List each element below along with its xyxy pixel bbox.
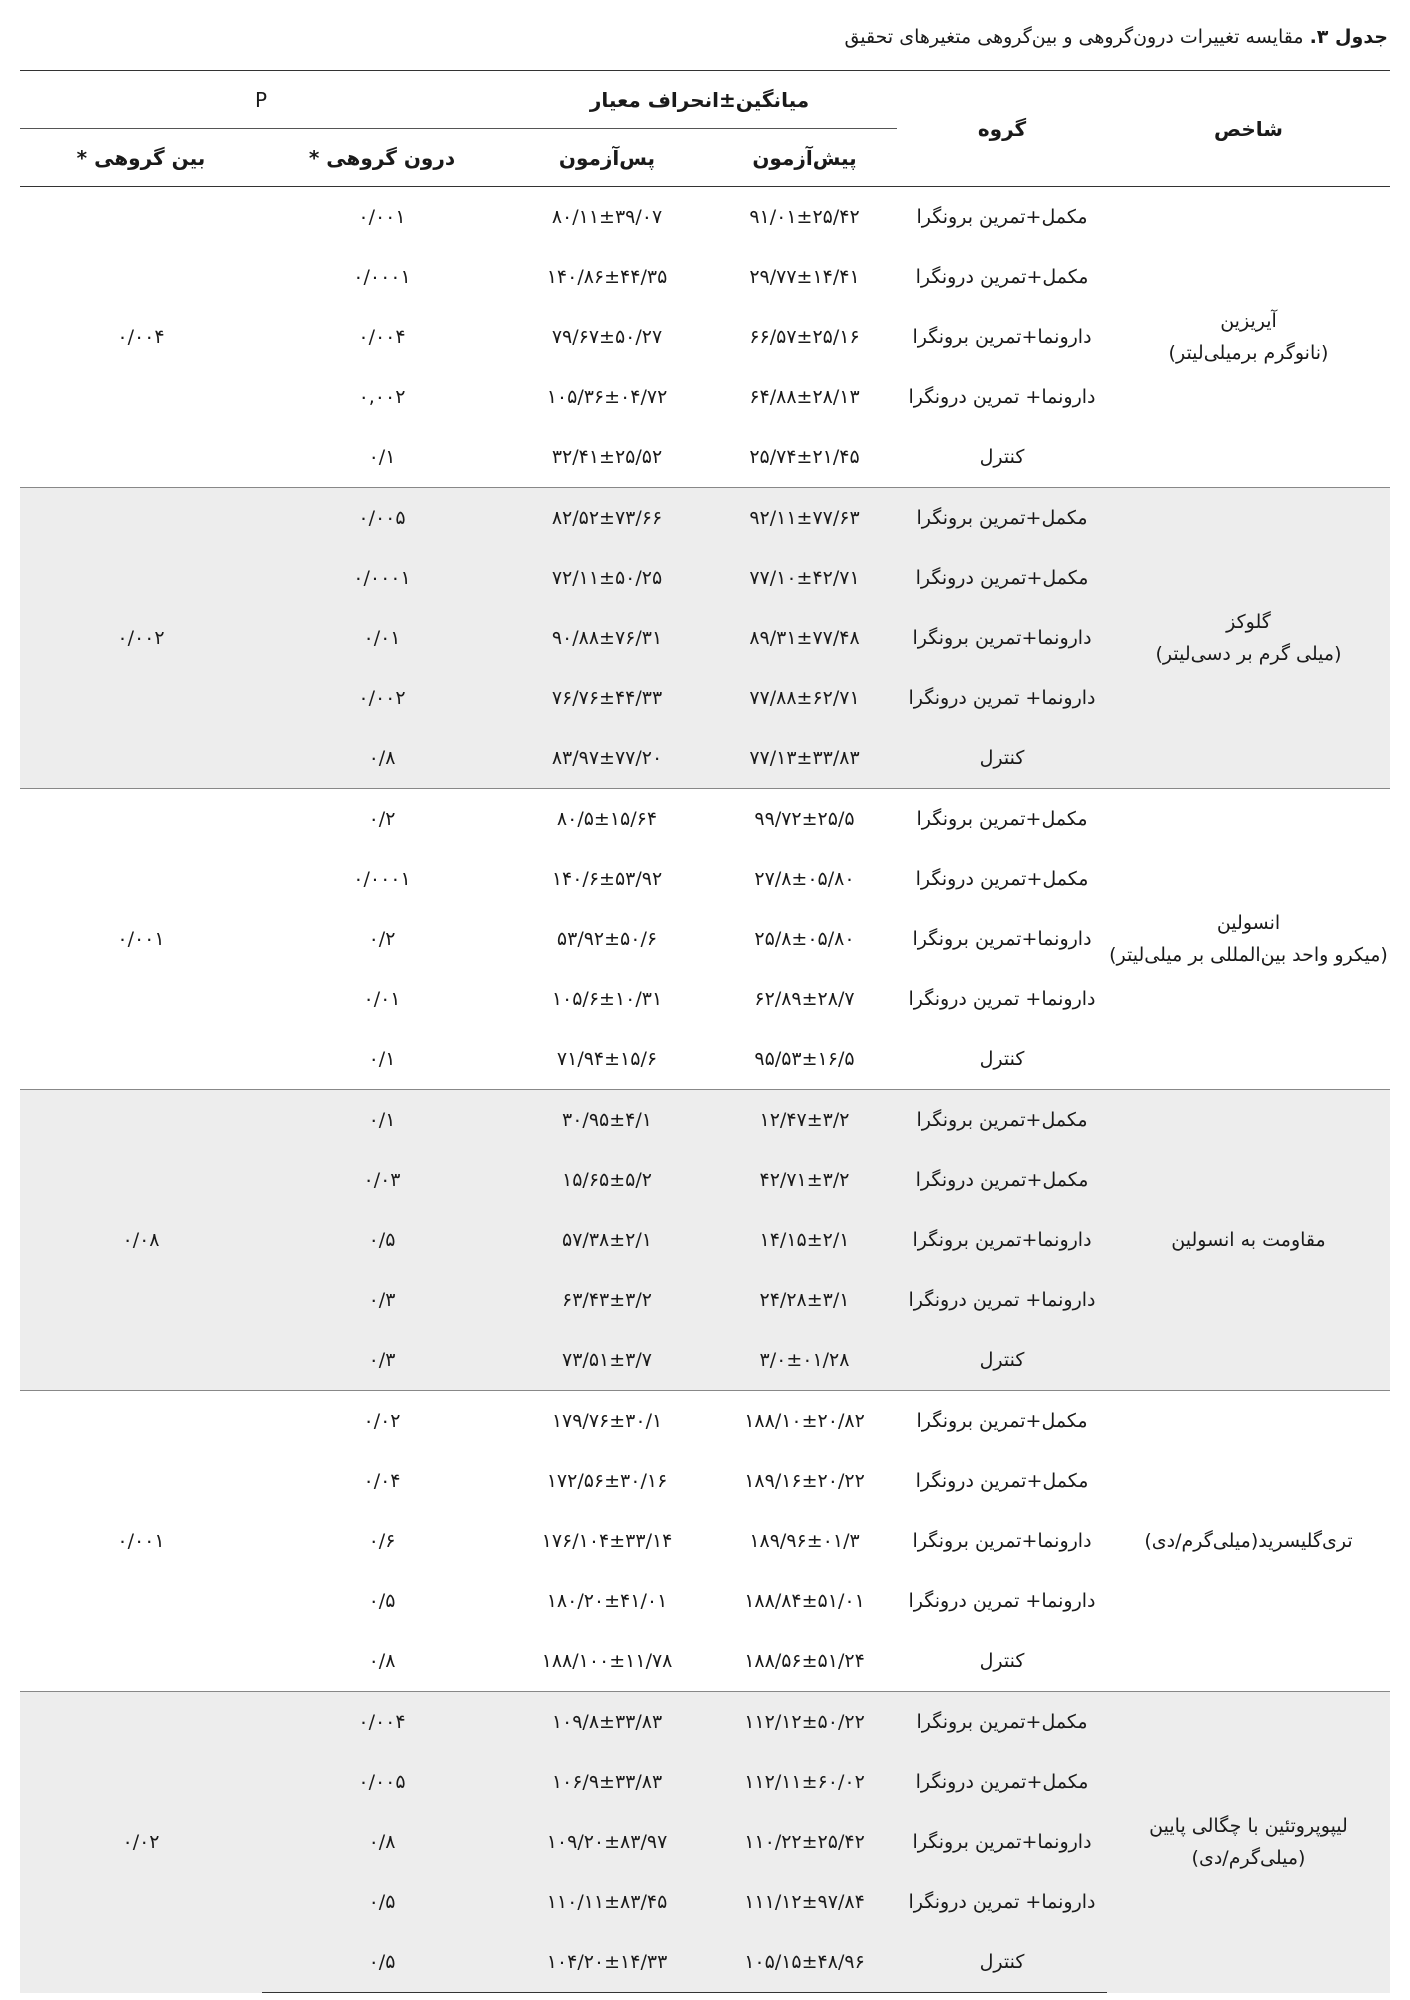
index-name: لیپوپروتئین با چگالی پایین bbox=[1149, 1815, 1348, 1838]
between-group-cell: ۰/۰۰۲ bbox=[20, 488, 262, 789]
index-cell bbox=[1107, 488, 1390, 789]
pretest-cell: ۶۶/۵۷±۲۵/۱۶ bbox=[749, 326, 860, 348]
pretest-cell: ۸۹/۳۱±۷۷/۴۸ bbox=[712, 608, 897, 668]
group-cell: دارونما+تمرین برونگرا bbox=[897, 608, 1107, 668]
posttest-cell: ۵۷/۳۸±۲/۱ bbox=[502, 1210, 712, 1270]
pretest-cell: ۱۸۸/۱۰±۲۰/۸۲ bbox=[712, 1391, 897, 1452]
header-mean-sd: میانگین±انحراف معیار bbox=[502, 71, 897, 129]
group-cell: مکمل+تمرین درونگرا bbox=[897, 1150, 1107, 1210]
within-group-cell: ۰/۶ bbox=[368, 1530, 396, 1552]
within-group-cell: ۰/۸ bbox=[262, 728, 502, 789]
posttest-cell: ۷۹/۶۷±۵۰/۲۷ bbox=[551, 326, 663, 348]
within-group-cell: ۰/۰۰۴ bbox=[358, 326, 406, 348]
posttest-cell: ۱۸۰/۲۰±۴۱/۰۱ bbox=[546, 1590, 668, 1612]
within-group-cell: ۰/۵ bbox=[368, 1590, 396, 1612]
within-group-cell: ۰/۰۲ bbox=[262, 1391, 502, 1452]
index-name: تری‌گلیسرید(میلی‌گرم/دی) bbox=[1144, 1530, 1353, 1552]
pretest-cell: ۱۱۱/۱۲±۹۷/۸۴ bbox=[712, 1872, 897, 1932]
index-cell bbox=[1107, 1090, 1390, 1391]
pretest-cell: ۴۲/۷۱±۳/۲ bbox=[712, 1150, 897, 1210]
pretest-cell: ۹۱/۰۱±۲۵/۴۲ bbox=[749, 206, 860, 228]
within-group-cell: ۰/۰۰۱ bbox=[358, 206, 406, 228]
group-cell: کنترل bbox=[979, 1048, 1025, 1070]
posttest-cell: ۱۷۶/۱۰۴±۳۳/۱۴ bbox=[541, 1530, 673, 1552]
posttest-cell: ۱۰۹/۲۰±۸۳/۹۷ bbox=[502, 1812, 712, 1872]
posttest-cell: ۱۴۰/۸۶±۴۴/۳۵ bbox=[546, 266, 668, 288]
within-group-cell: ۰/۵ bbox=[262, 1210, 502, 1270]
between-group-cell: ۰/۰۰۱ bbox=[20, 789, 262, 1090]
within-group-cell: ۰,۰۰۲ bbox=[358, 386, 406, 408]
within-group-cell: ۰/۰۱ bbox=[262, 608, 502, 668]
table-row bbox=[20, 1090, 1390, 1151]
table-row bbox=[20, 1692, 1390, 1753]
index-name: آیریزین bbox=[1220, 310, 1277, 332]
within-group-cell: ۰/۵ bbox=[262, 1932, 502, 1993]
within-group-cell: ۰/۱ bbox=[368, 446, 396, 468]
within-group-cell: ۰/۰۰۴ bbox=[262, 1692, 502, 1753]
group-cell: مکمل+تمرین برونگرا bbox=[897, 488, 1107, 549]
group-cell: دارونما+ تمرین درونگرا bbox=[908, 988, 1096, 1010]
pretest-cell: ۷۷/۱۰±۴۲/۷۱ bbox=[712, 548, 897, 608]
posttest-cell: ۱۰۴/۲۰±۱۴/۳۳ bbox=[502, 1932, 712, 1993]
pretest-cell: ۲۷/۸±۰۵/۸۰ bbox=[754, 868, 855, 890]
posttest-cell: ۱۴۰/۶±۵۳/۹۲ bbox=[551, 868, 663, 890]
group-cell: دارونما+ تمرین درونگرا bbox=[908, 1590, 1096, 1612]
group-cell: دارونما+ تمرین درونگرا bbox=[908, 386, 1096, 408]
pretest-cell: ۱۱۰/۲۲±۲۵/۴۲ bbox=[712, 1812, 897, 1872]
pretest-cell: ۱۸۸/۵۶±۵۱/۲۴ bbox=[744, 1650, 865, 1672]
posttest-cell: ۸۰/۵±۱۵/۶۴ bbox=[502, 789, 712, 850]
posttest-cell: ۸۲/۵۲±۷۳/۶۶ bbox=[502, 488, 712, 549]
pretest-cell: ۶۲/۸۹±۲۸/۷ bbox=[754, 988, 855, 1010]
index-unit: (میلی‌گرم/دی) bbox=[1191, 1847, 1306, 1870]
posttest-cell: ۱۰۵/۶±۱۰/۳۱ bbox=[551, 988, 663, 1010]
between-group-cell: ۰/۰۰۱ bbox=[20, 1391, 262, 1692]
group-cell: مکمل+تمرین برونگرا bbox=[897, 789, 1107, 850]
header-within-group: درون گروهی * bbox=[262, 129, 502, 187]
posttest-cell: ۷۳/۵۱±۳/۷ bbox=[502, 1330, 712, 1391]
pretest-cell: ۱۰۵/۱۵±۴۸/۹۶ bbox=[712, 1932, 897, 1993]
pretest-cell: ۱۲/۴۷±۳/۲ bbox=[712, 1090, 897, 1151]
within-group-cell: ۰/۰۴ bbox=[363, 1470, 401, 1492]
group-cell: مکمل+تمرین برونگرا bbox=[916, 206, 1088, 228]
group-cell: دارونما+ تمرین درونگرا bbox=[897, 668, 1107, 728]
header-group: گروه bbox=[897, 71, 1107, 187]
posttest-cell: ۷۲/۱۱±۵۰/۲۵ bbox=[502, 548, 712, 608]
group-cell: کنترل bbox=[897, 1330, 1107, 1391]
pretest-cell: ۱۸۸/۸۴±۵۱/۰۱ bbox=[744, 1590, 865, 1612]
pretest-cell: ۶۴/۸۸±۲۸/۱۳ bbox=[749, 386, 860, 408]
header-p: P bbox=[20, 71, 502, 129]
index-unit: (میکرو واحد بین‌المللی بر میلی‌لیتر) bbox=[1109, 944, 1388, 966]
index-name: انسولین bbox=[1216, 912, 1281, 934]
group-cell: مکمل+تمرین درونگرا bbox=[915, 868, 1089, 890]
header-index: شاخص bbox=[1107, 71, 1390, 187]
posttest-cell: ۹۰/۸۸±۷۶/۳۱ bbox=[502, 608, 712, 668]
table-caption bbox=[22, 22, 1388, 52]
index-name: مقاومت به انسولین bbox=[1171, 1229, 1326, 1251]
index-cell bbox=[1107, 187, 1390, 488]
pretest-cell: ۱۴/۱۵±۲/۱ bbox=[712, 1210, 897, 1270]
pretest-cell: ۲۴/۲۸±۳/۱ bbox=[712, 1270, 897, 1330]
group-cell: دارونما+تمرین برونگرا bbox=[912, 1530, 1092, 1552]
table-row bbox=[20, 789, 1390, 850]
group-cell: مکمل+تمرین درونگرا bbox=[897, 1752, 1107, 1812]
group-cell: دارونما+ تمرین درونگرا bbox=[897, 1872, 1107, 1932]
group-cell: دارونما+تمرین برونگرا bbox=[897, 1210, 1107, 1270]
posttest-cell: ۱۷۹/۷۶±۳۰/۱ bbox=[502, 1391, 712, 1452]
posttest-cell: ۱۰۹/۸±۳۳/۸۳ bbox=[502, 1692, 712, 1753]
posttest-cell: ۱۰۶/۹±۳۳/۸۳ bbox=[502, 1752, 712, 1812]
index-cell bbox=[1107, 789, 1390, 1090]
index-name: گلوکز bbox=[1226, 611, 1271, 633]
header-posttest: پس‌آزمون bbox=[502, 129, 712, 187]
group-cell: مکمل+تمرین برونگرا bbox=[897, 1391, 1107, 1452]
posttest-cell: ۱۸۸/۱۰۰±۱۱/۷۸ bbox=[541, 1650, 673, 1672]
group-cell: مکمل+تمرین درونگرا bbox=[915, 266, 1089, 288]
group-cell: کنترل bbox=[897, 728, 1107, 789]
within-group-cell: ۰/۳ bbox=[262, 1330, 502, 1391]
posttest-cell: ۱۵/۶۵±۵/۲ bbox=[502, 1150, 712, 1210]
within-group-cell: ۰/۰۰۰۱ bbox=[262, 548, 502, 608]
comparison-table bbox=[20, 70, 1390, 1993]
pretest-cell: ۹۲/۱۱±۷۷/۶۳ bbox=[712, 488, 897, 549]
table-body bbox=[20, 187, 1390, 1993]
posttest-cell: ۱۷۲/۵۶±۳۰/۱۶ bbox=[546, 1470, 668, 1492]
within-group-cell: ۰/۱ bbox=[368, 1048, 396, 1070]
posttest-cell: ۳۰/۹۵±۴/۱ bbox=[502, 1090, 712, 1151]
posttest-cell: ۱۱۰/۱۱±۸۳/۴۵ bbox=[502, 1872, 712, 1932]
table-header bbox=[20, 71, 1390, 187]
within-group-cell: ۰/۵ bbox=[262, 1872, 502, 1932]
index-unit: (نانوگرم برمیلی‌لیتر) bbox=[1168, 342, 1329, 364]
within-group-cell: ۰/۰۰۰۱ bbox=[353, 266, 411, 288]
index-unit: (میلی گرم بر دسی‌لیتر) bbox=[1155, 643, 1342, 665]
group-cell: کنترل bbox=[897, 1932, 1107, 1993]
pretest-cell: ۱۸۹/۹۶±۰۱/۳ bbox=[749, 1530, 860, 1552]
between-group-cell: ۰/۰۸ bbox=[20, 1090, 262, 1391]
within-group-cell: ۰/۲ bbox=[262, 789, 502, 850]
between-group-cell: ۰/۰۰۴ bbox=[117, 326, 165, 348]
pretest-cell: ۹۵/۵۳±۱۶/۵ bbox=[754, 1048, 855, 1070]
within-group-cell: ۰/۰۳ bbox=[262, 1150, 502, 1210]
within-group-cell: ۰/۰۰۵ bbox=[262, 1752, 502, 1812]
posttest-cell: ۳۲/۴۱±۲۵/۵۲ bbox=[551, 446, 663, 468]
group-cell: مکمل+تمرین برونگرا bbox=[897, 1692, 1107, 1753]
table-row bbox=[20, 1391, 1390, 1452]
within-group-cell: ۰/۰۱ bbox=[363, 988, 401, 1010]
posttest-cell: ۵۳/۹۲±۵۰/۶ bbox=[556, 928, 658, 950]
pretest-cell: ۳/۰±۰۱/۲۸ bbox=[712, 1330, 897, 1391]
pretest-cell: ۱۸۹/۱۶±۲۰/۲۲ bbox=[744, 1470, 865, 1492]
between-group-cell: ۰/۰۲ bbox=[20, 1692, 262, 1993]
pretest-cell: ۲۹/۷۷±۱۴/۴۱ bbox=[749, 266, 860, 288]
table-row bbox=[20, 187, 1390, 248]
pretest-cell: ۹۹/۷۲±۲۵/۵ bbox=[712, 789, 897, 850]
group-cell: مکمل+تمرین درونگرا bbox=[915, 1470, 1089, 1492]
group-cell: مکمل+تمرین درونگرا bbox=[897, 548, 1107, 608]
posttest-cell: ۸۳/۹۷±۷۷/۲۰ bbox=[502, 728, 712, 789]
pretest-cell: ۲۵/۷۴±۲۱/۴۵ bbox=[749, 446, 860, 468]
group-cell: مکمل+تمرین برونگرا bbox=[897, 1090, 1107, 1151]
within-group-cell: ۰/۰۰۲ bbox=[262, 668, 502, 728]
group-cell: کنترل bbox=[979, 1650, 1025, 1672]
pretest-cell: ۱۱۲/۱۲±۵۰/۲۲ bbox=[712, 1692, 897, 1753]
posttest-cell: ۷۱/۹۴±۱۵/۶ bbox=[556, 1048, 658, 1070]
index-cell bbox=[1107, 1692, 1390, 1993]
header-pretest: پیش‌آزمون bbox=[712, 129, 897, 187]
within-group-cell: ۰/۳ bbox=[262, 1270, 502, 1330]
header-between-group: بین گروهی * bbox=[20, 129, 262, 187]
pretest-cell: ۲۵/۸±۰۵/۸۰ bbox=[754, 928, 855, 950]
within-group-cell: ۰/۲ bbox=[368, 928, 396, 950]
pretest-cell: ۷۷/۸۸±۶۲/۷۱ bbox=[712, 668, 897, 728]
index-cell bbox=[1107, 1391, 1390, 1692]
group-cell: دارونما+تمرین برونگرا bbox=[912, 928, 1092, 950]
within-group-cell: ۰/۱ bbox=[262, 1090, 502, 1151]
caption-label: جدول ۳. bbox=[1309, 26, 1388, 48]
group-cell: دارونما+ تمرین درونگرا bbox=[897, 1270, 1107, 1330]
within-group-cell: ۰/۰۰۵ bbox=[262, 488, 502, 549]
posttest-cell: ۸۰/۱۱±۳۹/۰۷ bbox=[551, 206, 663, 228]
group-cell: دارونما+تمرین برونگرا bbox=[897, 1812, 1107, 1872]
posttest-cell: ۶۳/۴۳±۳/۲ bbox=[502, 1270, 712, 1330]
posttest-cell: ۷۶/۷۶±۴۴/۳۳ bbox=[502, 668, 712, 728]
pretest-cell: ۷۷/۱۳±۳۳/۸۳ bbox=[712, 728, 897, 789]
table-row bbox=[20, 488, 1390, 549]
posttest-cell: ۱۰۵/۳۶±۰۴/۷۲ bbox=[546, 386, 668, 408]
within-group-cell: ۰/۸ bbox=[262, 1812, 502, 1872]
group-cell: دارونما+تمرین برونگرا bbox=[912, 326, 1092, 348]
within-group-cell: ۰/۰۰۰۱ bbox=[353, 868, 411, 890]
group-cell: کنترل bbox=[979, 446, 1025, 468]
within-group-cell: ۰/۸ bbox=[368, 1650, 396, 1672]
caption-text: مقایسه تغییرات درون‌گروهی و بین‌گروهی متغیرهای تحقیق bbox=[844, 26, 1310, 48]
pretest-cell: ۱۱۲/۱۱±۶۰/۰۲ bbox=[712, 1752, 897, 1812]
